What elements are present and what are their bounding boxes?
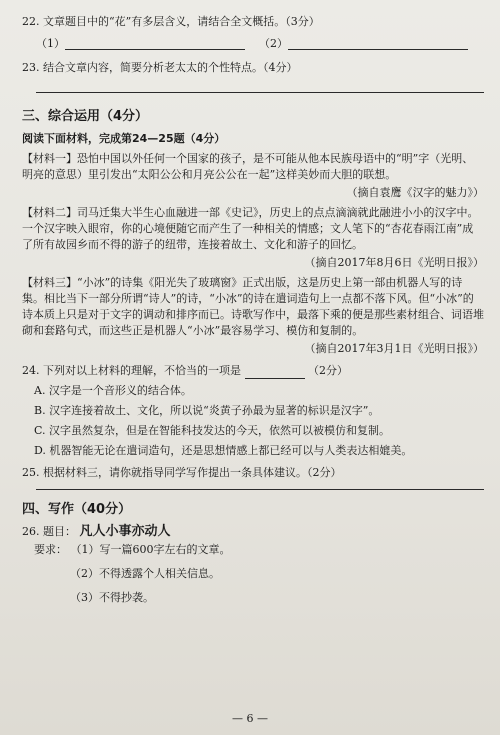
material-3: 【材料三】“小冰”的诗集《阳光失了玻璃窗》正式出版，这是历史上第一部由机器人写的诗集。相比当下一部分所谓“诗人”的诗，“小冰”的诗在遣词造句上一点都不落下风。但“小冰”的诗本质上只是对于文字的调动和排序而已。诗歌写作中，最落下乘的便是那些素材组合、词语堆砌和套路句式，而这些正是机器人“小冰”最容易学习、模仿和复制的。 (22, 276, 484, 337)
section-3-instruction: 阅读下面材料，完成第24—25题（4分） (22, 132, 226, 145)
material-2: 【材料二】司马迁集大半生心血融进一部《史记》，历史上的点点滴滴就此融进小小的汉字中。一个汉字映入眼帘，你的心境便随它而产生了一种相关的情感；文人笔下的“杏花春雨江南”成了所有故园乡而不得的游子的纽带，连接着故土、文化和游子的回忆。 (22, 206, 479, 251)
question-24 (22, 363, 484, 459)
question-25-text: 25. 根据材料三，请你就指导同学写作提出一条具体建议。（2分） (22, 466, 342, 479)
section-4-title: 四、写作（40分） (22, 502, 132, 517)
question-25 (22, 465, 484, 490)
answer-blank-2[interactable] (288, 38, 468, 50)
requirement-1: （1）写一篇600字左右的文章。 (70, 543, 231, 556)
requirements (34, 542, 484, 558)
blank-2-label: （2） (259, 37, 288, 50)
question-24-points: （2分） (308, 364, 348, 377)
option-b: B. 汉字连接着故土、文化，所以说“炎黄子孙最为显著的标识是汉字”。 (34, 404, 380, 417)
requirements-label: 要求： (34, 543, 67, 556)
answer-blank-24[interactable] (245, 367, 305, 379)
blank-1-label: （1） (36, 37, 65, 50)
page-content (22, 14, 484, 606)
material-3-source: （摘自2017年3月1日《光明日报》） (304, 342, 484, 355)
question-24-text: 24. 下列对以上材料的理解，不恰当的一项是 (22, 364, 241, 377)
material-2-source: （摘自2017年8月6日《光明日报》） (304, 256, 484, 269)
section-3-title: 三、综合运用（4分） (22, 109, 149, 124)
writing-title: 凡人小事亦动人 (79, 524, 171, 539)
question-22 (22, 14, 484, 52)
material-1: 【材料一】恐怕中国以外任何一个国家的孩子，是不可能从他本民族母语中的“明”字（光明、明亮的意思）里引发出“太阳公公和月亮公公在一起”这样美妙而大胆的联想。 (22, 152, 474, 181)
answer-blank-1[interactable] (65, 38, 245, 50)
question-26 (22, 524, 484, 540)
option-a: A. 汉字是一个音形义的结合体。 (34, 384, 192, 397)
question-22-text: 22. 文章题目中的“花”有多层含义，请结合全文概括。（3分） (22, 15, 320, 28)
page-number: — 6 — (232, 712, 268, 725)
question-23 (22, 60, 484, 93)
material-1-source: （摘自袁鹰《汉字的魅力》） (346, 186, 484, 199)
option-d: D. 机器智能无论在遣词造句，还是思想情感上都已经可以与人类表达相媲美。 (34, 444, 413, 457)
answer-line-25[interactable] (36, 489, 484, 490)
requirement-3: （3）不得抄袭。 (70, 591, 154, 604)
option-c: C. 汉字虽然复杂，但是在智能科技发达的今天，依然可以被模仿和复制。 (34, 424, 391, 437)
answer-line-23[interactable] (36, 92, 484, 93)
requirement-2: （2）不得透露个人相关信息。 (70, 567, 220, 580)
question-23-text: 23. 结合文章内容，简要分析老太太的个性特点。（4分） (22, 61, 298, 74)
question-26-label: 26. 题目： (22, 525, 76, 538)
question-22-blanks (22, 36, 484, 52)
